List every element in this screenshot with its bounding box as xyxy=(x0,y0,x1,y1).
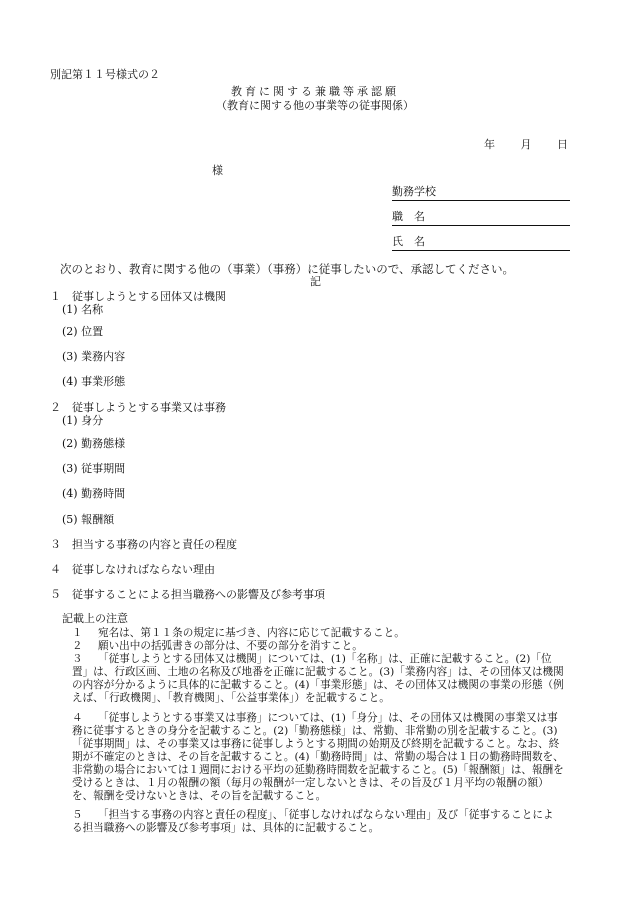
signature-name-line xyxy=(392,235,570,251)
note-text: 「従事しようとする事業又は事務」については、(1)「身分」は、その団体又は機関の事業又は事務に従事するときの身分を記載すること。(2)「勤務態様」は、常勤、非常勤の別を記載すること。(3)「従事期間」は、その事業又は事務に従事しようとする期間の始期及び終期を記載すること。なお、終期が不確定のときは、その旨を記載すること。(4)「勤務時間」は、常勤の場合は１日の勤務時間数を、非常勤の場合においては１週間における平均の延勤務時間数を記載すること。(5)「報酬額」は、報酬を受けるときは、１月の報酬の額（毎月の報酬が一定しないときは、その旨及び１月平均の報酬の額）を、報酬を受けないときは、その旨を記載すること。 xyxy=(72,712,564,802)
note-item xyxy=(72,640,564,653)
note-number: ３ xyxy=(72,653,83,665)
section-3-heading: ３ 担当する事務の内容と責任の程度 xyxy=(50,538,237,551)
note-item xyxy=(72,653,564,705)
section-2-heading: ２ 従事しようとする事業又は事務 xyxy=(50,401,226,414)
date-year-label: 年 xyxy=(484,138,495,151)
document-title: 教育に関する兼職等承認願 xyxy=(231,85,399,98)
note-item xyxy=(72,712,564,803)
section-2-item: (5) 報酬額 xyxy=(62,513,115,526)
section-2-item: (2) 勤務態様 xyxy=(62,437,126,450)
date-line xyxy=(484,138,568,152)
note-number: ２ xyxy=(72,640,83,652)
note-text: 願い出中の括弧書きの部分は、不要の部分を消すこと。 xyxy=(98,640,363,652)
section-5-heading: ５ 従事することによる担当職務への影響及び参考事項 xyxy=(50,588,325,601)
date-day-label: 日 xyxy=(557,138,568,151)
date-month-label: 月 xyxy=(520,138,532,151)
intro-statement: 次のとおり、教育に関する他の（事業）（事務）に従事したいので、承認してください。 xyxy=(60,262,515,276)
note-item xyxy=(72,809,564,835)
note-number: ５ xyxy=(72,809,83,821)
note-item xyxy=(72,627,564,640)
signature-school-label: 勤務学校 xyxy=(392,185,436,198)
note-text: 「担当する事務の内容と責任の程度」、「従事しなければならない理由」及び「従事することによる担当職務への影響及び参考事項」は、具体的に記載すること。 xyxy=(72,809,554,834)
section-2-item: (4) 勤務時間 xyxy=(62,487,126,500)
section-4-heading: ４ 従事しなければならない理由 xyxy=(50,563,215,576)
form-number: 別記第１１号様式の２ xyxy=(50,68,160,81)
notes-heading: 記載上の注意 xyxy=(62,612,128,625)
signature-name-label: 氏 名 xyxy=(392,235,425,248)
signature-position-label: 職 名 xyxy=(392,210,425,223)
ki-marker: 記 xyxy=(310,275,321,288)
section-2-item: (3) 従事期間 xyxy=(62,462,126,475)
signature-position-line xyxy=(392,210,570,226)
note-number: １ xyxy=(72,627,83,639)
section-1-item: (2) 位置 xyxy=(62,325,104,338)
signature-school-line xyxy=(392,185,570,201)
addressee-honorific: 様 xyxy=(212,164,223,177)
section-1-heading: １ 従事しようとする団体又は機関 xyxy=(50,290,226,303)
note-text: 宛名は、第１１条の規定に基づき、内容に応じて記載すること。 xyxy=(98,627,405,639)
document-subtitle: （教育に関する他の事業等の従事関係） xyxy=(216,99,414,112)
note-number: ４ xyxy=(72,712,83,724)
section-1-item: (4) 事業形態 xyxy=(62,375,126,388)
section-2-item: (1) 身分 xyxy=(62,414,104,427)
section-1-item: (3) 業務内容 xyxy=(62,350,126,363)
note-text: 「従事しようとする団体又は機関」については、(1)「名称」は、正確に記載すること。(2)「位置」は、行政区画、土地の名称及び地番を正確に記載すること。(3)「業務内容」は、その団体又は機関の内容が分かるように具体的に記載すること。(4)「事業形態」は、その団体又は機関の事業の形態（例えば、「行政機関」、「教育機関」、「公益事業体」）を記載すること。 xyxy=(72,653,564,704)
section-1-item: (1) 名称 xyxy=(62,303,104,316)
